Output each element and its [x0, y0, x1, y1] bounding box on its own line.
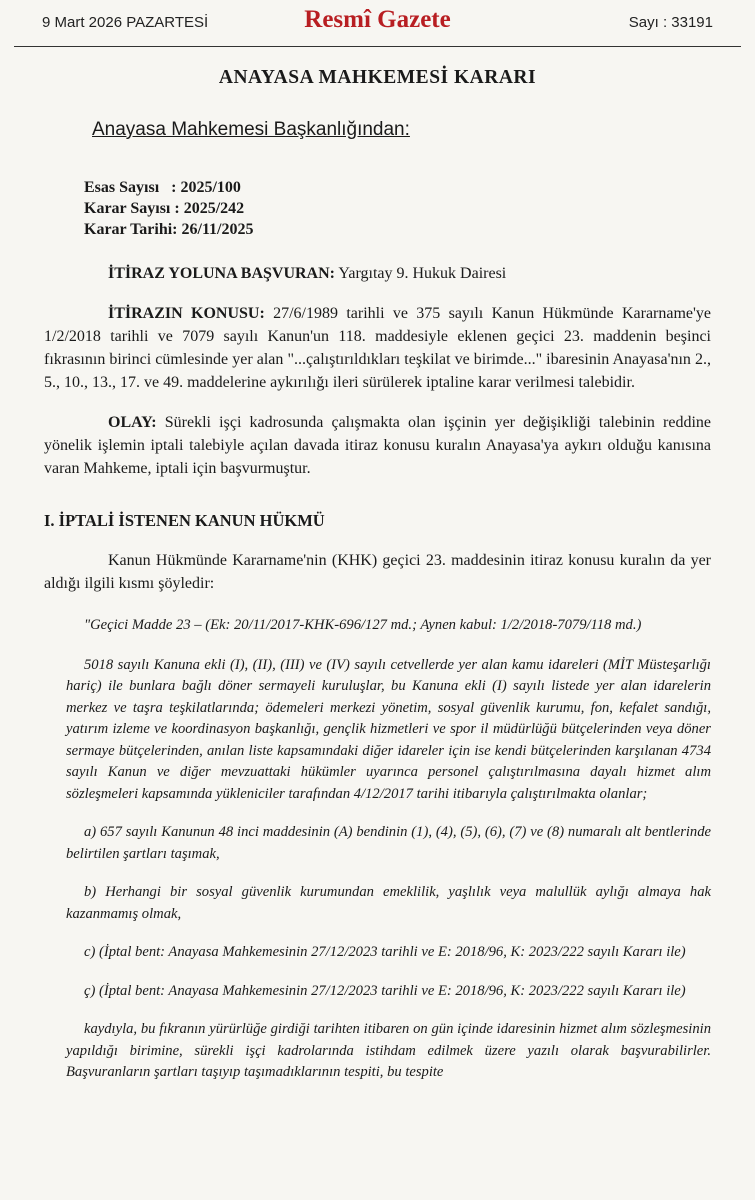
applicant-label: İTİRAZ YOLUNA BAŞVURAN: [108, 265, 335, 282]
esas-number: Esas Sayısı : 2025/100 [84, 179, 241, 196]
subject-text: 27/6/1989 tarihli ve 375 sayılı Kanun Hükmünde Kararname'ye 1/2/2018 tarihli ve 7079 sayılı Kanun'un 118. maddesiyle eklenen geçici 23. maddenin beşinci fıkrasının birinci cümlesinde yer alan "...çalıştırıldıkları teşkilat ve birimde..." ibaresinin Anayasa'nın 2., 5., 10., 13., 17. ve 49. maddelerine aykırılığı ileri sürülerek iptaline karar verilmesi talebidir. [44, 305, 712, 391]
karar-number: Karar Sayısı : 2025/242 [84, 200, 245, 217]
issuing-authority: Anayasa Mahkemesi Başkanlığından: [92, 119, 410, 140]
gazette-header [14, 0, 741, 47]
gazette-name: Resmî Gazete [304, 6, 451, 33]
karar-date: Karar Tarihi: 26/11/2025 [84, 221, 254, 238]
quote-item-a: a) 657 sayılı Kanunun 48 inci maddesinin (A) bendinin (1), (4), (5), (6), (7) ve (8) numaralı alt bentlerinde belirtilen şartları taşımak, [66, 824, 711, 862]
issue-date: 9 Mart 2026 PAZARTESİ [42, 14, 209, 31]
quote-item-cc: ç) (İptal bent: Anayasa Mahkemesinin 27/12/2023 tarihli ve E: 2018/96, K: 2023/222 sayılı Kararı ile) [84, 982, 686, 999]
subject-label: İTİRAZIN KONUSU: [108, 305, 265, 322]
applicant-text: Yargıtay 9. Hukuk Dairesi [335, 265, 507, 282]
event-paragraph [44, 411, 711, 480]
quote-paragraph: 5018 sayılı Kanuna ekli (I), (II), (III) ve (IV) sayılı cetvellerde yer alan kamu idareleri (MİT Müsteşarlığı hariç) ile bunlara bağlı döner sermayeli kuruluşlar, bu Kanuna ekli (I) sayılı listede yer alan idarelerin merkez ve taşra teşkilatlarında; ödemeleri merkezi yönetim, sosyal güvenlik kurumu, fon, kefalet sandığı, yatırım izleme ve koordinasyon başkanlığı, gençlik hizmetleri ve spor il müdürlüğü bütçelerinden veya döner sermaye bütçelerinden, anılan liste kapsamındaki diğer idareler için ise kendi bütçelerinden karşılanan 4734 sayılı Kanun ve diğer mevzuattaki hükümler uyarınca personel çalıştırılmasına dayalı hizmet alım sözleşmeleri kapsamında yükleniciler tarafından 4/12/2017 tarihi itibarıyla çalıştırılmakta olanlar; [66, 656, 711, 802]
event-text: Sürekli işçi kadrosunda çalışmakta olan işçinin yer değişikliği talebinin reddine yönelik işlemin iptali talebiyle açılan davada itiraz konusu kuralın Anayasa'ya aykırı olduğu kanısına varan Mahkeme, iptali için başvurmuştur. [44, 414, 711, 477]
applicant-paragraph [44, 262, 711, 285]
document-title: ANAYASA MAHKEMESİ KARARI [218, 67, 537, 88]
event-label: OLAY: [108, 414, 157, 431]
intro-paragraph: Kanun Hükmünde Kararname'nin (KHK) geçici 23. maddesinin itiraz konusu kuralın da yer aldığı ilgili kısmı şöyledir: [44, 552, 711, 592]
quote-item-b: b) Herhangi bir sosyal güvenlik kurumundan emeklilik, yaşlılık veya malullük aylığı almaya hak kazanmamış olmak, [66, 884, 711, 922]
section-heading: I. İPTALİ İSTENEN KANUN HÜKMÜ [44, 511, 325, 530]
issue-number: Sayı : 33191 [628, 14, 713, 31]
quote-item-c: c) (İptal bent: Anayasa Mahkemesinin 27/12/2023 tarihli ve E: 2018/96, K: 2023/222 sayılı Kararı ile) [84, 944, 686, 960]
quote-closing: kaydıyla, bu fıkranın yürürlüğe girdiği tarihten itibaren on gün içinde idaresinin hizmet alım sözleşmesinin yapıldığı birimine, sürekli işçi kadrolarında istihdam edilmek üzere yazılı olarak başvurabilirler. Başvuranların şartları taşıyıp taşımadıklarının tespiti, bu tespite [66, 1021, 711, 1080]
case-metadata [84, 177, 711, 240]
quote-heading: "Geçici Madde 23 – (Ek: 20/11/2017-KHK-696/127 md.; Aynen kabul: 1/2/2018-7079/118 md.) [84, 617, 642, 633]
subject-paragraph [44, 302, 711, 394]
